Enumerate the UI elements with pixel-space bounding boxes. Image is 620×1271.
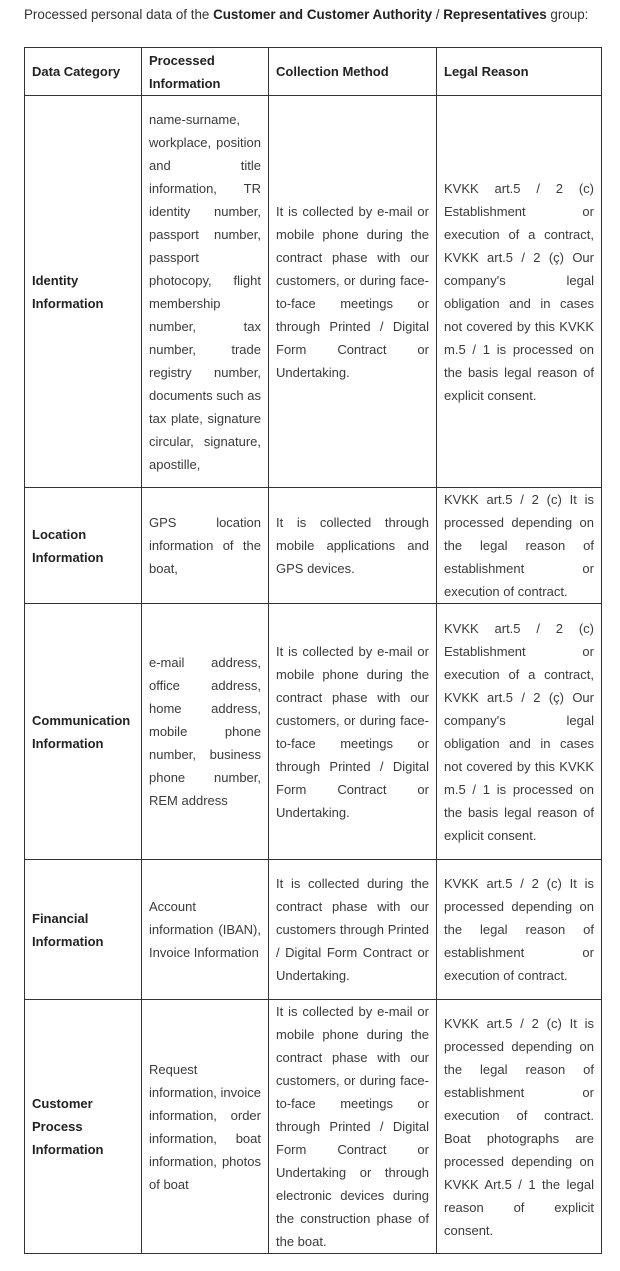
- header-processed-information: Processed Information: [142, 48, 269, 96]
- collection-method-cell: It is collected by e-mail or mobile phone during the contract phase with our customers, or during face-to-face meetings or through Printed / Digital Form Contract or Undertaking.: [269, 96, 437, 488]
- processed-information-cell: Account information (IBAN), Invoice Information: [142, 860, 269, 1000]
- processed-information-cell: Request information, invoice information, order information, boat information, photos of boat: [142, 1000, 269, 1254]
- collection-method-cell: It is collected during the contract phase with our customers through Printed / Digital Form Contract or Undertaking.: [269, 860, 437, 1000]
- collection-method-cell: It is collected by e-mail or mobile phone during the contract phase with our customers, or during face-to-face meetings or through Printed / Digital Form Contract or Undertaking.: [269, 604, 437, 860]
- collection-method-cell: It is collected by e-mail or mobile phone during the contract phase with our customers, or during face-to-face meetings or through Printed / Digital Form Contract or Undertaking or through electronic devices during the construction phase of the boat.: [269, 1000, 437, 1254]
- intro-separator: /: [432, 7, 444, 22]
- intro-bold-customer: Customer and Customer Authority: [213, 7, 433, 22]
- category-cell: Location Information: [25, 488, 142, 604]
- intro-prefix: Processed personal data of the: [24, 7, 214, 22]
- legal-reason-cell: KVKK art.5 / 2 (c) It is processed depending on the legal reason of establishment or execution of contract. Boat photographs are processed depending on KVKK Art.5 / 1 the legal reason of explicit consent.: [437, 1000, 602, 1254]
- processed-information-cell: name-surname, workplace, position and title information, TR identity number, passport number, passport photocopy, flight membership number, tax number, trade registry number, documents such as tax plate, signature circular, signature, apostille,: [142, 96, 269, 488]
- table-row: [25, 860, 602, 1000]
- table-row: [25, 488, 602, 604]
- intro-bold-representatives: Representatives: [443, 7, 547, 22]
- table-row: [25, 96, 602, 488]
- table-row: [25, 1000, 602, 1254]
- legal-reason-cell: KVKK art.5 / 2 (c) It is processed depending on the legal reason of establishment or execution of contract.: [437, 860, 602, 1000]
- table-row: [25, 604, 602, 860]
- legal-reason-cell: KVKK art.5 / 2 (c) Establishment or execution of a contract, KVKK art.5 / 2 (ç) Our company's legal obligation and in cases not covered by this KVKK m.5 / 1 is processed on the basis legal reason of explicit consent.: [437, 604, 602, 860]
- category-cell: Financial Information: [25, 860, 142, 1000]
- intro-suffix: group:: [546, 7, 589, 22]
- header-collection-method: Collection Method: [269, 48, 437, 96]
- processed-information-cell: e-mail address, office address, home address, mobile phone number, business phone number, REM address: [142, 604, 269, 860]
- intro-text: [24, 5, 588, 25]
- legal-reason-cell: KVKK art.5 / 2 (c) It is processed depending on the legal reason of establishment or execution of contract.: [437, 488, 602, 604]
- category-cell: Customer Process Information: [25, 1000, 142, 1254]
- header-legal-reason: Legal Reason: [437, 48, 602, 96]
- category-cell: Communication Information: [25, 604, 142, 860]
- table-header-row: [25, 48, 602, 96]
- processed-information-cell: GPS location information of the boat,: [142, 488, 269, 604]
- personal-data-table: [24, 47, 602, 1254]
- category-cell: Identity Information: [25, 96, 142, 488]
- header-data-category: Data Category: [25, 48, 142, 96]
- collection-method-cell: It is collected through mobile applications and GPS devices.: [269, 488, 437, 604]
- legal-reason-cell: KVKK art.5 / 2 (c) Establishment or execution of a contract, KVKK art.5 / 2 (ç) Our company's legal obligation and in cases not covered by this KVKK m.5 / 1 is processed on the basis legal reason of explicit consent.: [437, 96, 602, 488]
